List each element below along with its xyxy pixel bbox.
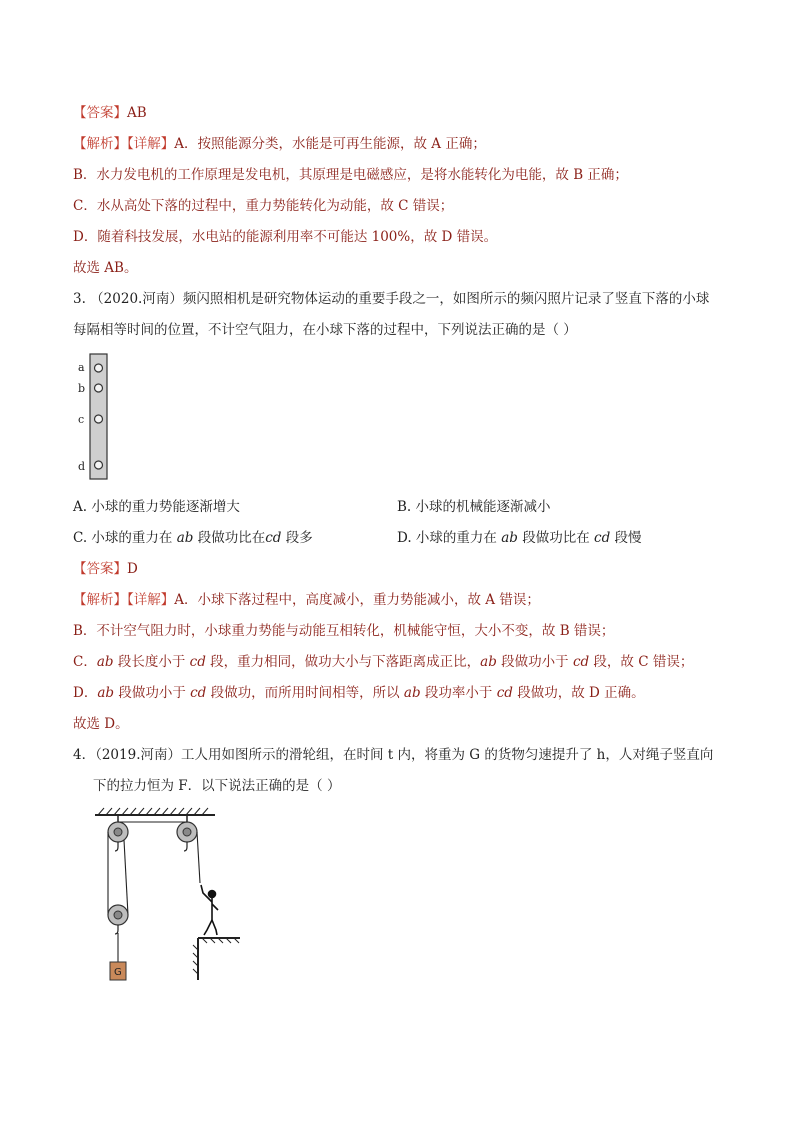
segment-cd: cd: [265, 530, 282, 546]
segment-cd: cd: [189, 654, 206, 670]
segment-cd: cd: [572, 654, 590, 670]
segment-ab: ab: [96, 654, 114, 670]
q2-conclusion: 故选 AB。: [73, 260, 138, 276]
analysis-text: 段，故 C 错误；: [589, 654, 694, 670]
q3-analysis-c: [73, 652, 693, 672]
option-d: [397, 528, 642, 548]
weight-block: [110, 962, 126, 980]
weight-label: G: [114, 967, 122, 978]
analysis-line: A．小球下落过程中，高度减小，重力势能减小，故 A 错误；: [174, 592, 540, 608]
analysis-text: 段做功小于: [114, 685, 191, 701]
option-b: B. 小球的机械能逐渐减小: [397, 499, 551, 515]
pulley-system-figure: [90, 805, 250, 990]
segment-ab: ab: [501, 530, 518, 546]
answer-value: D: [127, 561, 138, 577]
q3-answer: [73, 559, 138, 579]
ceiling: [95, 808, 215, 815]
fixed-pulley-left: [108, 815, 128, 851]
q3-conclusion: 故选 D。: [73, 716, 129, 732]
option-d-text: 段慢: [610, 530, 642, 546]
segment-ab: ab: [97, 685, 115, 701]
strobe-photo-figure: [73, 350, 133, 485]
label-a: a: [78, 361, 85, 374]
fixed-pulley-right: [177, 815, 197, 851]
segment-cd: cd: [190, 685, 207, 701]
analysis-line: A．按照能源分类，水能是可再生能源，故 A 正确；: [174, 136, 486, 152]
option-c: [73, 528, 313, 548]
q4-stem-1: 4．（2019.河南）工人用如图所示的滑轮组，在时间 t 内，将重为 G 的货物匀速提升了 h，人对绳子竖直向: [73, 747, 714, 763]
segment-cd: cd: [496, 685, 513, 701]
option-c-text: 段做功比在: [193, 530, 266, 546]
label-b: b: [78, 382, 86, 395]
q2-analysis-c: C．水从高处下落的过程中，重力势能转化为动能，故 C 错误；: [73, 198, 454, 214]
q2-analysis-d: D．随着科技发展，水电站的能源利用率不可能达 100%，故 D 错误。: [73, 229, 498, 245]
movable-pulley: [108, 905, 128, 962]
q3-analysis-d: [73, 683, 645, 703]
segment-cd: cd: [594, 530, 611, 546]
segment-ab: ab: [176, 530, 194, 546]
analysis-text: 段长度小于: [113, 654, 190, 670]
option-d-text: 段做功比在: [517, 530, 595, 546]
q2-answer: [73, 103, 147, 123]
ball-c: [95, 415, 103, 423]
q4-stem-2: 下的拉力恒为 F．以下说法正确的是（ ）: [93, 778, 341, 794]
option-c-text: C. 小球的重力在: [73, 530, 177, 546]
analysis-tag: 【解析】【详解】: [73, 136, 175, 152]
answer-tag: 【答案】: [73, 105, 127, 121]
ball-d: [95, 461, 103, 469]
segment-ab: ab: [403, 685, 421, 701]
q3-analysis-a: [73, 590, 540, 610]
ball-b: [95, 384, 103, 392]
label-c: c: [78, 413, 85, 426]
q2-analysis-a: [73, 134, 486, 154]
analysis-text: 段做功小于: [496, 654, 573, 670]
analysis-text: C．: [73, 654, 97, 670]
answer-value: AB: [127, 105, 147, 121]
worker-figure: [201, 885, 218, 935]
analysis-text: D．: [73, 685, 98, 701]
analysis-text: 段做功，故 D 正确。: [512, 685, 645, 701]
q3-analysis-b: B．不计空气阻力时，小球重力势能与动能互相转化，机械能守恒，大小不变，故 B 错误；: [73, 623, 615, 639]
ball-a: [95, 364, 103, 372]
ground-ledge: [193, 938, 240, 980]
label-d: d: [78, 460, 86, 473]
option-c-text: 段多: [281, 530, 313, 546]
q2-analysis-b: B．水力发电机的工作原理是发电机，其原理是电磁感应，是将水能转化为电能，故 B 正确；: [73, 167, 628, 183]
segment-ab: ab: [480, 654, 497, 670]
analysis-tag: 【解析】【详解】: [73, 592, 175, 608]
q3-stem-1: 3. （2020.河南）频闪照相机是研究物体运动的重要手段之一，如图所示的频闪照片记录了竖直下落的小球: [73, 291, 710, 307]
analysis-text: 段做功，而所用时间相等，所以: [206, 685, 404, 701]
answer-tag: 【答案】: [73, 561, 127, 577]
analysis-text: 段，重力相同，做功大小与下落距离成正比，: [205, 654, 481, 670]
option-a: A. 小球的重力势能逐渐增大: [73, 499, 240, 515]
q3-stem-2: 每隔相等时间的位置，不计空气阻力，在小球下落的过程中，下列说法正确的是（ ）: [73, 322, 577, 338]
option-d-text: D. 小球的重力在: [397, 530, 502, 546]
analysis-text: 段功率小于: [420, 685, 497, 701]
